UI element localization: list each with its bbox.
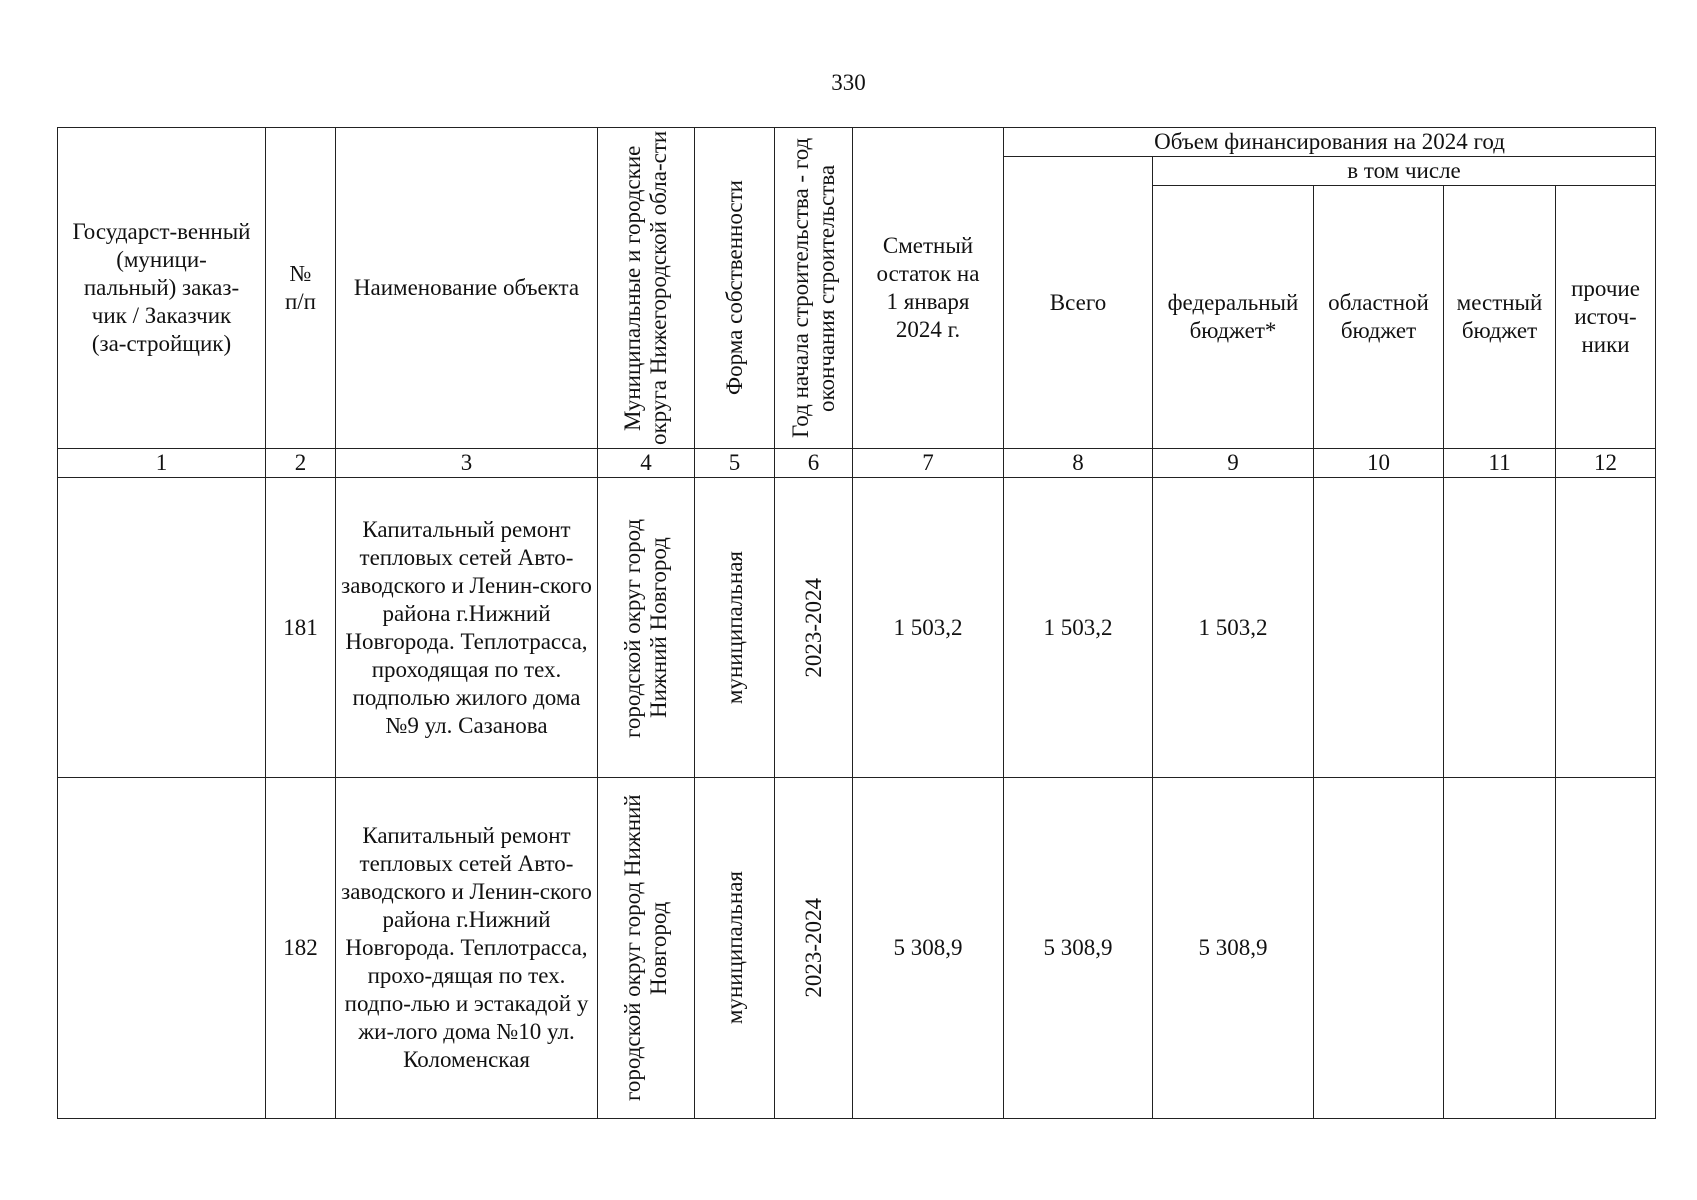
local-cell xyxy=(1444,778,1556,1119)
total-cell: 1 503,2 xyxy=(1004,478,1153,778)
ownership-cell xyxy=(695,478,775,778)
column-number: 2 xyxy=(266,449,336,478)
column-number: 8 xyxy=(1004,449,1153,478)
municipality-text: городской округ город Нижний Новгород xyxy=(620,517,671,738)
years-cell xyxy=(775,778,853,1119)
column-number: 7 xyxy=(853,449,1004,478)
row-number: 181 xyxy=(266,478,336,778)
ownership-cell xyxy=(695,778,775,1119)
years-text: 2023-2024 xyxy=(800,898,826,998)
col-header-years-text: Год начала строительства - год окончания строительства xyxy=(787,137,839,439)
ownership-text: муниципальная xyxy=(721,871,747,1025)
col-header-local: местный бюджет xyxy=(1444,186,1556,449)
column-number-row xyxy=(58,449,1656,478)
federal-cell: 5 308,9 xyxy=(1153,778,1314,1119)
col-header-funding-group: Объем финансирования на 2024 год xyxy=(1004,128,1656,157)
col-header-estimate-balance: Сметный остаток на 1 января 2024 г. xyxy=(853,128,1004,449)
financing-table xyxy=(57,127,1656,1119)
col-header-including: в том числе xyxy=(1153,157,1656,186)
table-row xyxy=(58,478,1656,778)
customer-cell xyxy=(58,778,266,1119)
col-header-customer: Государст-венный (муници-пальный) заказ-чик / Заказчик (за-стройщик) xyxy=(58,128,266,449)
col-header-ownership-text: Форма собственности xyxy=(721,180,747,396)
column-number: 9 xyxy=(1153,449,1314,478)
column-number: 1 xyxy=(58,449,266,478)
col-header-years xyxy=(775,128,853,449)
federal-cell: 1 503,2 xyxy=(1153,478,1314,778)
col-header-federal: федеральный бюджет* xyxy=(1153,186,1314,449)
regional-cell xyxy=(1314,778,1444,1119)
ownership-text: муниципальная xyxy=(721,550,747,705)
estimate-balance-cell: 5 308,9 xyxy=(853,778,1004,1119)
col-header-regional: областной бюджет xyxy=(1314,186,1444,449)
municipality-text: городской округ город Нижний Новгород xyxy=(620,794,671,1102)
column-number: 4 xyxy=(598,449,695,478)
years-text: 2023-2024 xyxy=(800,577,826,678)
municipality-cell xyxy=(598,478,695,778)
column-number: 11 xyxy=(1444,449,1556,478)
page-number: 330 xyxy=(831,70,866,95)
other-cell xyxy=(1556,778,1656,1119)
column-number: 12 xyxy=(1556,449,1656,478)
col-header-object-name: Наименование объекта xyxy=(336,128,598,449)
col-header-total: Всего xyxy=(1004,157,1153,449)
column-number: 5 xyxy=(695,449,775,478)
regional-cell xyxy=(1314,478,1444,778)
customer-cell xyxy=(58,478,266,778)
other-cell xyxy=(1556,478,1656,778)
municipality-cell xyxy=(598,778,695,1119)
local-cell xyxy=(1444,478,1556,778)
total-cell: 5 308,9 xyxy=(1004,778,1153,1119)
column-number: 6 xyxy=(775,449,853,478)
col-header-ownership xyxy=(695,128,775,449)
estimate-balance-cell: 1 503,2 xyxy=(853,478,1004,778)
object-name: Капитальный ремонт тепловых сетей Авто-заводского и Ленин-ского района г.Нижний Новгорода. Теплотрасса, прохо-дящая по тех. подпо-лью и эстакадой у жи-лого дома №10 ул. Коломенская xyxy=(336,778,598,1119)
col-header-row-number: № п/п xyxy=(266,128,336,449)
object-name: Капитальный ремонт тепловых сетей Авто-заводского и Ленин-ского района г.Нижний Новгорода. Теплотрасса, проходящая по тех. подполью жилого дома №9 ул. Сазанова xyxy=(336,478,598,778)
row-number: 182 xyxy=(266,778,336,1119)
col-header-municipality xyxy=(598,128,695,449)
column-number: 10 xyxy=(1314,449,1444,478)
table-row xyxy=(58,778,1656,1119)
column-number: 3 xyxy=(336,449,598,478)
years-cell xyxy=(775,478,853,778)
col-header-other: прочие источ-ники xyxy=(1556,186,1656,449)
col-header-municipality-text: Муниципальные и городские округа Нижегородской обла-сти xyxy=(620,130,671,446)
